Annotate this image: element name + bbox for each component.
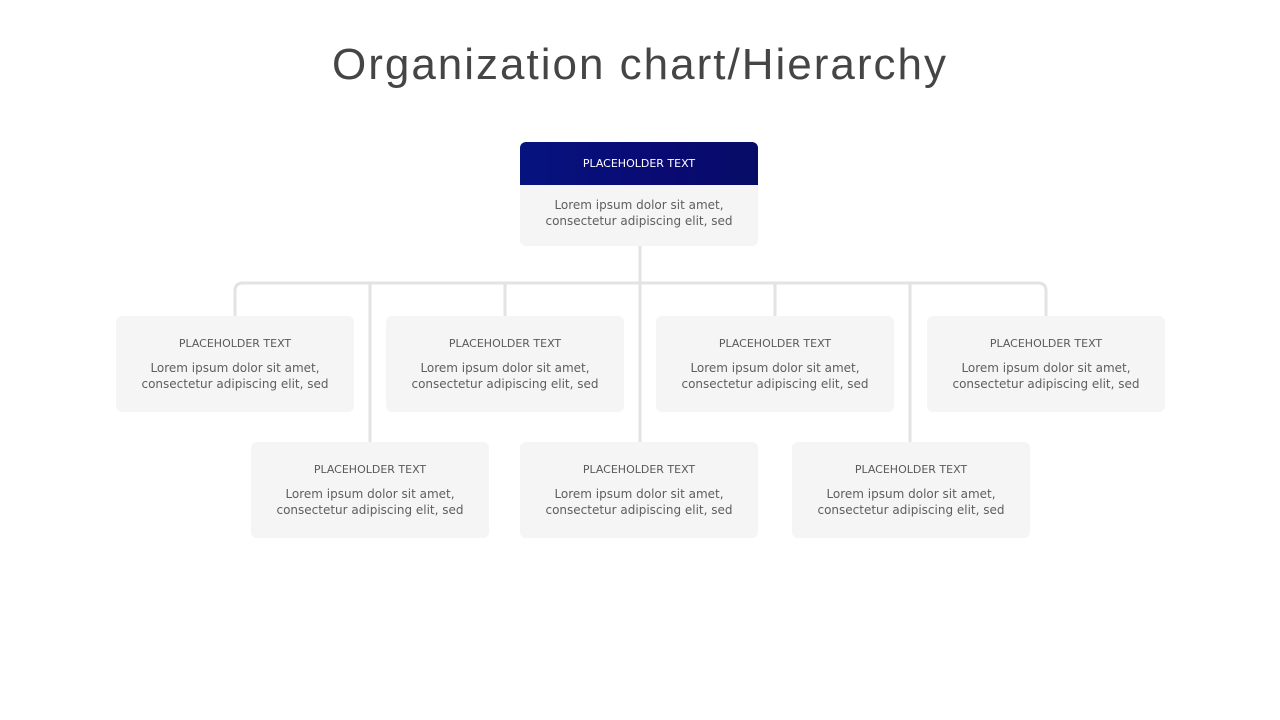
root-header: [520, 142, 758, 185]
node-body: [116, 360, 354, 392]
node-body-line: Lorem ipsum dolor sit amet,: [826, 487, 996, 501]
page-title: Organization chart/Hierarchy: [331, 40, 948, 89]
node-body-line: Lorem ipsum dolor sit amet,: [554, 198, 724, 212]
org-node-root: [520, 142, 758, 246]
node-body: [520, 486, 758, 518]
node-body-line: consectetur adipiscing elit, sed: [276, 503, 464, 517]
node-body-line: consectetur adipiscing elit, sed: [141, 377, 329, 391]
node-body-line: Lorem ipsum dolor sit amet,: [420, 361, 590, 375]
node-body: [656, 360, 894, 392]
node-body-line: consectetur adipiscing elit, sed: [545, 214, 733, 228]
node-body-line: Lorem ipsum dolor sit amet,: [961, 361, 1131, 375]
node-body-line: consectetur adipiscing elit, sed: [817, 503, 1005, 517]
node-body-line: Lorem ipsum dolor sit amet,: [150, 361, 320, 375]
org-node-row1-4: [927, 316, 1165, 412]
node-body-line: consectetur adipiscing elit, sed: [952, 377, 1140, 391]
node-title: PLACEHOLDER TEXT: [989, 337, 1103, 350]
node-body-line: Lorem ipsum dolor sit amet,: [690, 361, 860, 375]
node-title: PLACEHOLDER TEXT: [718, 337, 832, 350]
node-body: [520, 185, 758, 229]
org-node-row2-1: [251, 442, 489, 538]
node-body: [927, 360, 1165, 392]
node-body: [386, 360, 624, 392]
node-body-line: Lorem ipsum dolor sit amet,: [285, 487, 455, 501]
horizontal-bus-line: [235, 283, 1046, 316]
node-body-line: Lorem ipsum dolor sit amet,: [554, 487, 724, 501]
node-body-line: consectetur adipiscing elit, sed: [545, 503, 733, 517]
node-title: PLACEHOLDER TEXT: [313, 463, 427, 476]
node-title: PLACEHOLDER TEXT: [582, 463, 696, 476]
org-node-row1-1: [116, 316, 354, 412]
node-title: PLACEHOLDER TEXT: [582, 157, 696, 170]
node-body: [251, 486, 489, 518]
org-node-row1-3: [656, 316, 894, 412]
org-node-row2-3: [792, 442, 1030, 538]
node-body-line: consectetur adipiscing elit, sed: [411, 377, 599, 391]
org-node-row2-2: [520, 442, 758, 538]
node-title: PLACEHOLDER TEXT: [448, 337, 562, 350]
org-node-row1-2: [386, 316, 624, 412]
node-body-line: consectetur adipiscing elit, sed: [681, 377, 869, 391]
node-title: PLACEHOLDER TEXT: [178, 337, 292, 350]
node-title: PLACEHOLDER TEXT: [854, 463, 968, 476]
node-body: [792, 486, 1030, 518]
